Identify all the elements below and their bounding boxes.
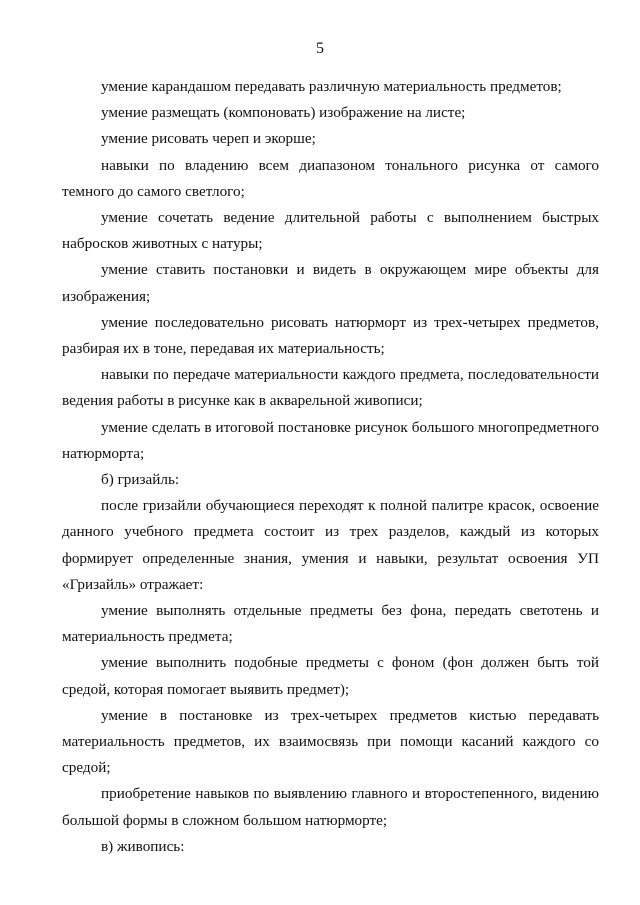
list-item: навыки по владению всем диапазоном тонального рисунка от самого темного до самого светлого; [62,156,599,200]
list-item: умение ставить постановки и видеть в окружающем мире объекты для изображения; [62,261,599,305]
list-item: умение выполнять отдельные предметы без фона, передать светотень и материальность предмета; [62,602,599,646]
section-heading-painting: в) живопись: [101,837,185,855]
list-item: умение сделать в итоговой постановке рисунок большого многопредметного натюрморта; [62,418,599,462]
document-body [62,74,599,860]
page-number: 5 [316,40,324,57]
list-item: умение карандашом передавать различную материальность предметов; [101,78,562,95]
list-item: умение сочетать ведение длительной работы с выполнением быстрых набросков животных с натуры; [62,209,599,253]
list-item: умение рисовать череп и экорше; [101,130,316,148]
list-item: приобретение навыков по выявлению главного и второстепенного, видению большой формы в сложном большом натюрморте; [62,785,599,829]
list-item: умение последовательно рисовать натюрморт из трех-четырех предметов, разбирая их в тоне, передавая их материальность; [62,313,599,358]
list-item: умение размещать (компоновать) изображение на листе; [101,104,466,122]
list-item: после гризайли обучающиеся переходят к полной палитре красок, освоение данного учебного предмета состоит из трех разделов, каждый из которых формирует определенные знания, умения и навыки, результат освоения УП «Гризайль» отражает: [62,497,599,593]
section-heading-grisaille: б) гризайль: [101,471,180,489]
list-item: навыки по передаче материальности каждого предмета, последовательности ведения работы в рисунке как в акварельной живописи; [62,366,599,410]
list-item: умение выполнить подобные предметы с фоном (фон должен быть той средой, которая помогает выявить предмет); [62,654,599,698]
list-item: умение в постановке из трех-четырех предметов кистью передавать материальность предметов, их взаимосвязь при помощи касаний каждого со средой; [62,706,599,777]
